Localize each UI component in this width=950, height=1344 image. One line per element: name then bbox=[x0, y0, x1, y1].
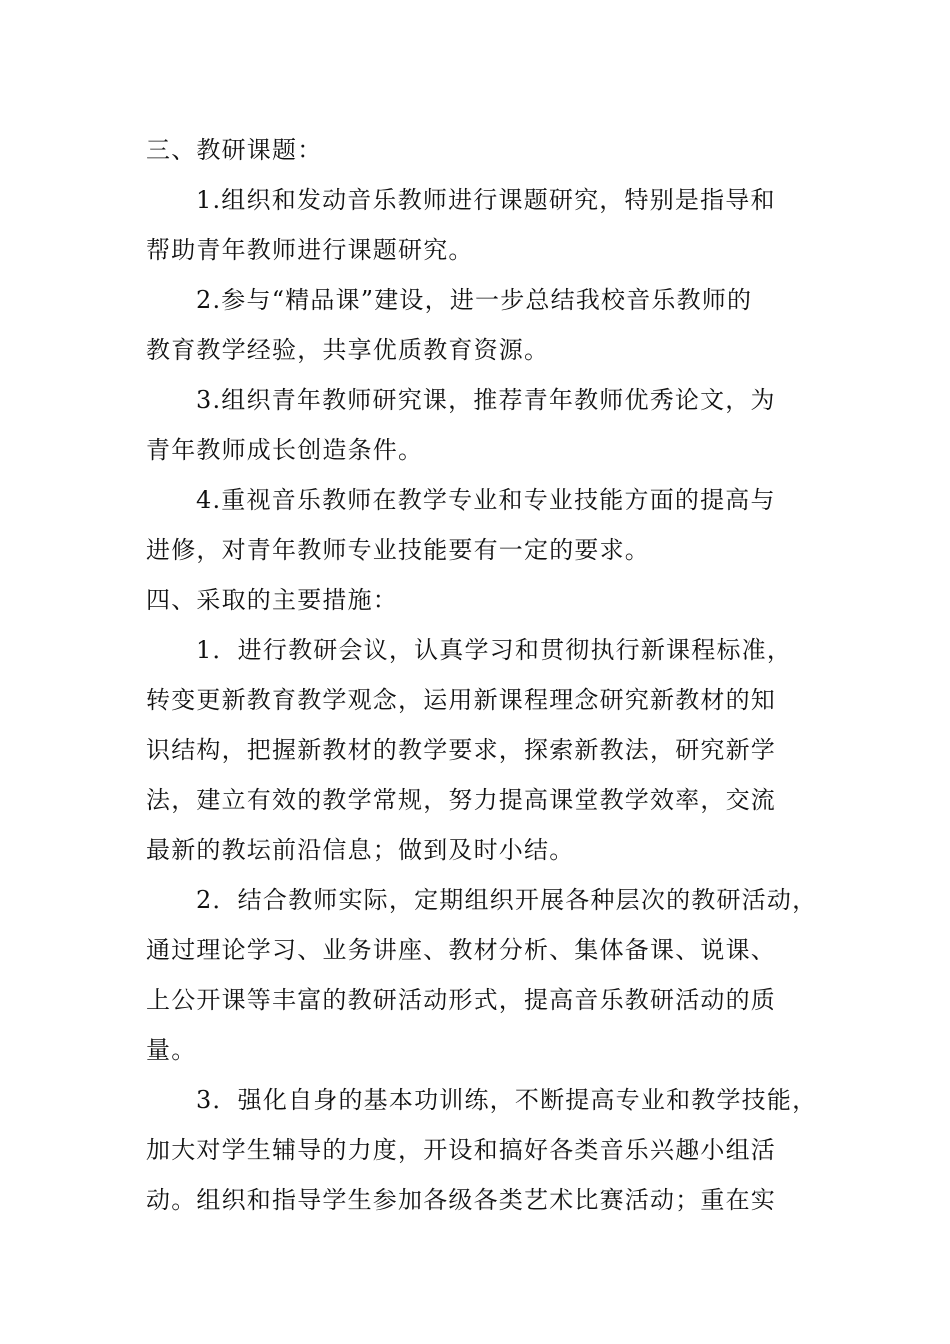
paragraph-line: 3．强化自身的基本功训练，不断提高专业和教学技能， bbox=[196, 1086, 818, 1114]
paragraph-line: 上公开课等丰富的教研活动形式，提高音乐教研活动的质 bbox=[146, 986, 776, 1014]
paragraph-line: 1．进行教研会议，认真学习和贯彻执行新课程标准， bbox=[196, 636, 793, 664]
paragraph-line: 动。组织和指导学生参加各级各类艺术比赛活动；重在实 bbox=[146, 1186, 776, 1214]
paragraph-line: 通过理论学习、业务讲座、教材分析、集体备课、说课、 bbox=[146, 936, 776, 964]
paragraph-line: 4.重视音乐教师在教学专业和专业技能方面的提高与 bbox=[196, 486, 776, 514]
paragraph-line: 青年教师成长创造条件。 bbox=[146, 436, 424, 464]
paragraph-line: 2．结合教师实际，定期组织开展各种层次的教研活动， bbox=[196, 886, 818, 914]
paragraph-line: 教育教学经验，共享优质教育资源。 bbox=[146, 336, 550, 364]
paragraph-line: 转变更新教育教学观念，运用新课程理念研究新教材的知 bbox=[146, 686, 776, 714]
section-heading-main-measures: 四、采取的主要措施： bbox=[146, 586, 398, 614]
paragraph-line: 法，建立有效的教学常规，努力提高课堂教学效率，交流 bbox=[146, 786, 776, 814]
paragraph-line: 帮助青年教师进行课题研究。 bbox=[146, 236, 474, 264]
paragraph-line: 2.参与“精品课”建设，进一步总结我校音乐教师的 bbox=[196, 286, 753, 314]
paragraph-line: 加大对学生辅导的力度，开设和搞好各类音乐兴趣小组活 bbox=[146, 1136, 776, 1164]
paragraph-line: 最新的教坛前沿信息；做到及时小结。 bbox=[146, 836, 575, 864]
paragraph-line: 1.组织和发动音乐教师进行课题研究，特别是指导和 bbox=[196, 186, 776, 214]
paragraph-line: 3.组织青年教师研究课，推荐青年教师优秀论文，为 bbox=[196, 386, 776, 414]
section-heading-teaching-research-topics: 三、教研课题： bbox=[146, 136, 323, 164]
paragraph-line: 量。 bbox=[146, 1036, 197, 1064]
paragraph-line: 进修，对青年教师专业技能要有一定的要求。 bbox=[146, 536, 650, 564]
paragraph-line: 识结构，把握新教材的教学要求，探索新教法，研究新学 bbox=[146, 736, 776, 764]
